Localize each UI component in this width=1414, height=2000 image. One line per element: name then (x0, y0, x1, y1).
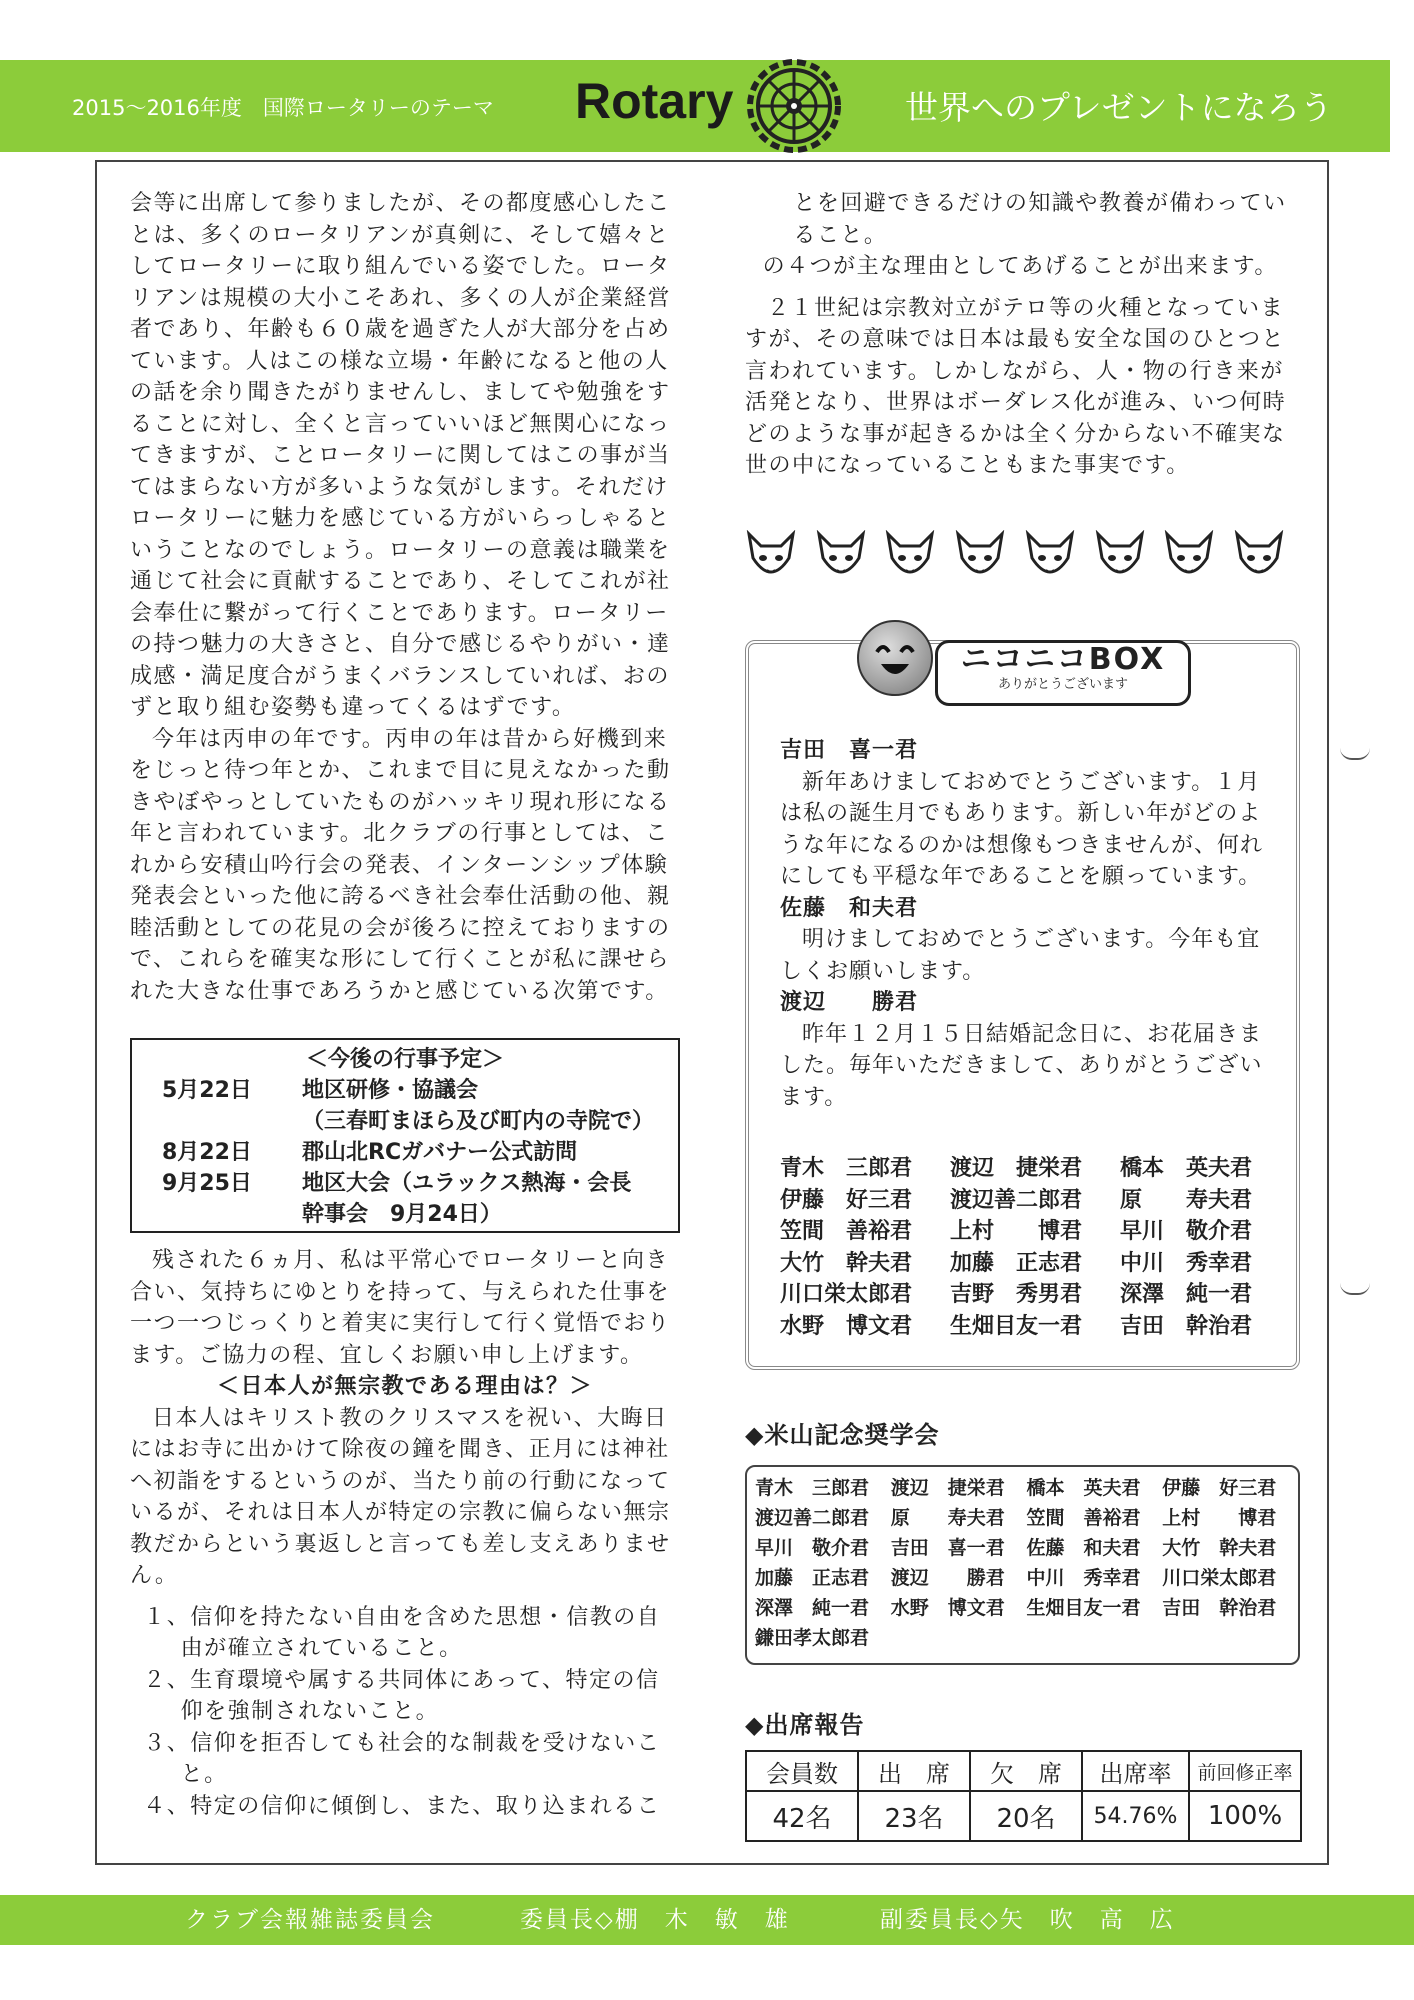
header-cell: 欠 席 (970, 1751, 1082, 1791)
member-name: 生畑目友一君 (950, 1313, 1083, 1339)
schedule-date (132, 1106, 302, 1137)
header-cell: 出席率 (1082, 1751, 1189, 1791)
fox-face-icon (954, 530, 1006, 586)
member-name: 伊藤 好三君 (780, 1187, 913, 1213)
header-cell: 会員数 (746, 1751, 858, 1791)
fox-face-icon (1233, 530, 1285, 586)
name-row (780, 1311, 1290, 1343)
member-name: 橋本 英夫君 (1026, 1477, 1141, 1499)
value-cell: 100% (1189, 1791, 1301, 1841)
paragraph: 日本人はキリスト教のクリスマスを祝い、大晦日にはお寺に出かけて除夜の鐘を聞き、正月には神社へ初詣をするというのが、当たり前の行動になっているが、それは日本人が特定の宗教に偏らない無宗教だからという裏返しと言っても差し支えありません。 (130, 1405, 671, 1588)
schedule-date: 8月22日 (162, 1140, 252, 1165)
member-name: 早川 敬介君 (755, 1537, 870, 1559)
member-name: 吉野 秀男君 (950, 1282, 1083, 1307)
member-name: 水野 博文君 (780, 1313, 913, 1339)
value-cell: 20名 (970, 1791, 1082, 1841)
schedule-event: 幹事会 9月24日） (302, 1202, 502, 1227)
header-cell: 出 席 (858, 1751, 970, 1791)
paragraph: 会等に出席して参りましたが、その都度感心したことは、多くのロータリアンが真剣に、そして嬉々としてロータリーに取り組んでいる姿でした。ロータリアンは規模の大小こそあれ、多くの人が企業経営者であり、年齢も６０歳を過ぎた人が大部分を占めています。人はこの様な立場・年齢になると他の人の話を余り聞きたがりませんし、ましてや勉強をすることに対し、全くと言っていいほど無関心になってきますが、ことロータリーに関してはこの事が当てはまらない方が多いような気がします。それだけロータリーに魅力を感じている方がいらっしゃるということなのでしょう。ロータリーの意義は職業を通じて社会に貢献することであり、そしてこれが社会奉仕に繋がって行くことであります。ロータリーの持つ魅力の大きさと、自分で感じるやりがい・達成感・満足度合がうまくバランスしていれば、おのずと取り組む姿勢も違ってくるはずです。 (130, 191, 671, 720)
schedule-row (132, 1168, 678, 1199)
paragraph: の４つが主な理由としてあげることが出来ます。 (762, 254, 1278, 279)
paragraph: 今年は丙申の年です。丙申の年は昔から好機到来をじっと待つ年とか、これまで目に見えなかった動きやぼやっとしていたものがハッキリ現れ形になる年と言われています。北クラブの行事としては、これから安積山吟行会の発表、インターンシップ体験発表会といった他に誇るべき社会奉仕活動の他、親睦活動としての花見の会が後ろに控えておりますので、これらを確実な形にして行くことが私に課せられた大きな仕事であろうかと感じている次第です。 (130, 726, 671, 1004)
section-heading: ＜日本人が無宗教である理由は？＞ (216, 1374, 593, 1399)
member-name: 鎌田孝太郎君 (755, 1627, 870, 1649)
yoneyama-box (745, 1465, 1300, 1665)
name-row (780, 1185, 1290, 1217)
member-name: 川口栄太郎君 (780, 1282, 913, 1307)
entry-name: 吉田 喜一君 (780, 738, 919, 763)
member-name: 上村 博君 (1162, 1507, 1277, 1529)
name-row (755, 1593, 1298, 1623)
member-name: 橋本 英夫君 (1120, 1156, 1253, 1181)
binding-mark (1340, 1283, 1370, 1295)
fox-face-icon (815, 530, 867, 586)
member-name: 吉田 幹治君 (1120, 1313, 1253, 1339)
reason-item: ２、生育環境や属する共同体にあって、特定の信仰を強制されないこと。 (143, 1667, 660, 1724)
member-name: 上村 博君 (950, 1219, 1083, 1244)
schedule-row (132, 1106, 678, 1137)
name-row (755, 1503, 1298, 1533)
entry-text: 昨年１２月１５日結婚記念日に、お花届きました。毎年いただきまして、ありがとうございます。 (780, 1021, 1263, 1110)
attendance-header-row (746, 1751, 1301, 1791)
member-name: 渡辺 捷栄君 (950, 1156, 1083, 1181)
yoneyama-title: ◆米山記念奨学会 (745, 1421, 940, 1449)
paragraph: 残された６ヵ月、私は平常心でロータリーと向き合い、気持ちにゆとりを持って、与えられた仕事を一つ一つじっくりと着実に実行して行く覚悟でおります。ご協力の程、宜しくお願い申し上げます。 (130, 1248, 671, 1368)
member-name: 原 寿夫君 (1120, 1187, 1253, 1213)
schedule-title: ＜今後の行事予定＞ (305, 1047, 504, 1072)
attendance-title: ◆出席報告 (745, 1711, 865, 1739)
member-name: 渡辺 勝君 (890, 1567, 1005, 1589)
schedule-event: 郡山北RCガバナー公式訪問 (302, 1140, 578, 1165)
footer-vice-chair: 副委員長◇矢 吹 高 広 (880, 1907, 1175, 1933)
schedule-row (132, 1075, 678, 1106)
header-bar (0, 60, 1390, 152)
schedule-event: 地区大会（ユラックス熱海・会長 (302, 1171, 632, 1196)
schedule-box (130, 1038, 680, 1233)
name-row (755, 1473, 1298, 1503)
member-name: 青木 三郎君 (780, 1156, 913, 1181)
member-name: 加藤 正志君 (755, 1567, 870, 1589)
member-name: 川口栄太郎君 (1162, 1567, 1277, 1589)
name-row (780, 1248, 1290, 1280)
name-row (755, 1623, 1298, 1653)
paragraph: とを回避できるだけの知識や教養が備わっていること。 (793, 191, 1287, 248)
member-name: 伊藤 好三君 (1162, 1477, 1277, 1499)
member-name: 早川 敬介君 (1120, 1219, 1253, 1244)
fox-face-icon (884, 530, 936, 586)
member-name: 大竹 幹夫君 (780, 1250, 913, 1276)
member-name: 大竹 幹夫君 (1162, 1537, 1277, 1559)
attendance-value-row (746, 1791, 1301, 1841)
schedule-date: 5月22日 (162, 1078, 252, 1103)
schedule-event: 地区研修・協議会 (302, 1078, 479, 1103)
reason-item: ３、信仰を拒否しても社会的な制裁を受けないこと。 (143, 1730, 661, 1787)
left-column-bottom (130, 1245, 680, 1822)
nikoniko-label (935, 640, 1191, 706)
member-name: 笠間 善裕君 (780, 1219, 913, 1244)
nikoniko-subtitle: ありがとうございます (997, 677, 1128, 692)
member-name: 深澤 純一君 (755, 1597, 870, 1619)
schedule-row (132, 1199, 678, 1230)
right-column-top (745, 188, 1300, 482)
fox-face-icon (745, 530, 797, 586)
footer-committee: クラブ会報雑誌委員会 (185, 1907, 435, 1933)
reason-item: １、信仰を持たない自由を含めた思想・信教の自由が確立されていること。 (143, 1604, 661, 1661)
value-cell: 23名 (858, 1791, 970, 1841)
header-cell: 前回修正率 (1189, 1751, 1301, 1791)
left-column-top (130, 188, 680, 1007)
member-name: 笠間 善裕君 (1026, 1507, 1141, 1529)
theme-year-label: 2015〜2016年度 国際ロータリーのテーマ (72, 96, 494, 120)
member-name: 水野 博文君 (890, 1597, 1005, 1619)
schedule-date (132, 1199, 302, 1230)
value-cell: 42名 (746, 1791, 858, 1841)
name-row (755, 1563, 1298, 1593)
member-name: 吉田 喜一君 (890, 1537, 1005, 1559)
entry-text: 新年あけましておめでとうございます。１月は私の誕生月でもあります。新しい年がどのような年になるのかは想像もつきませんが、何れにしても平穏な年であることを願っています。 (780, 769, 1264, 889)
theme-title: 世界へのプレゼントになろう (905, 88, 1333, 127)
member-name: 青木 三郎君 (755, 1477, 870, 1499)
entry-text: 明けましておめでとうございます。今年も宜しくお願いします。 (780, 927, 1261, 984)
value-cell: 54.76% (1082, 1791, 1189, 1841)
binding-mark (1340, 748, 1370, 760)
name-row (780, 1216, 1290, 1248)
fox-face-icon (1163, 530, 1215, 586)
schedule-date: 9月25日 (162, 1171, 252, 1196)
name-row (780, 1279, 1290, 1311)
member-name: 渡辺善二郎君 (755, 1507, 870, 1529)
member-name: 中川 秀幸君 (1026, 1567, 1141, 1589)
attendance-table (745, 1750, 1302, 1842)
member-name: 加藤 正志君 (950, 1250, 1083, 1276)
footer-chair: 委員長◇棚 木 敏 雄 (520, 1907, 790, 1933)
schedule-row (132, 1137, 678, 1168)
member-name: 佐藤 和夫君 (1026, 1537, 1141, 1559)
nikoniko-entries (780, 735, 1280, 1113)
member-name: 原 寿夫君 (890, 1507, 1005, 1529)
nikoniko-title: ニコニコBOX (960, 642, 1166, 677)
member-name: 渡辺善二郎君 (950, 1187, 1083, 1213)
entry-name: 佐藤 和夫君 (780, 895, 919, 921)
entry-name: 渡辺 勝君 (780, 990, 919, 1015)
paragraph: ２１世紀は宗教対立がテロ等の火種となっていますが、その意味では日本は最も安全な国のひとつと言われています。しかしながら、人・物の行き来が活発となり、世界はボーダレス化が進み、いつ何時どのような事が起きるかは全く分からない不確実な世の中になっていることもまた事実です。 (745, 295, 1287, 478)
member-name: 渡辺 捷栄君 (890, 1477, 1005, 1499)
fox-face-icon (1024, 530, 1076, 586)
rotary-wheel-icon (744, 56, 844, 156)
rotary-wordmark: Rotary (575, 73, 734, 129)
name-row (780, 1153, 1290, 1185)
schedule-event: （三春町まほら及び町内の寺院で） (302, 1109, 655, 1134)
name-row (755, 1533, 1298, 1563)
ornament-row (745, 530, 1285, 590)
member-name: 深澤 純一君 (1120, 1282, 1253, 1307)
member-name: 生畑目友一君 (1026, 1597, 1141, 1619)
smiley-face-icon (857, 620, 933, 696)
member-name: 中川 秀幸君 (1120, 1250, 1253, 1276)
footer-bar (0, 1895, 1414, 1945)
nikoniko-name-list (780, 1153, 1290, 1342)
member-name: 吉田 幹治君 (1162, 1597, 1277, 1619)
reason-item: ４、特定の信仰に傾倒し、また、取り込まれるこ (143, 1793, 661, 1819)
fox-face-icon (1094, 530, 1146, 586)
